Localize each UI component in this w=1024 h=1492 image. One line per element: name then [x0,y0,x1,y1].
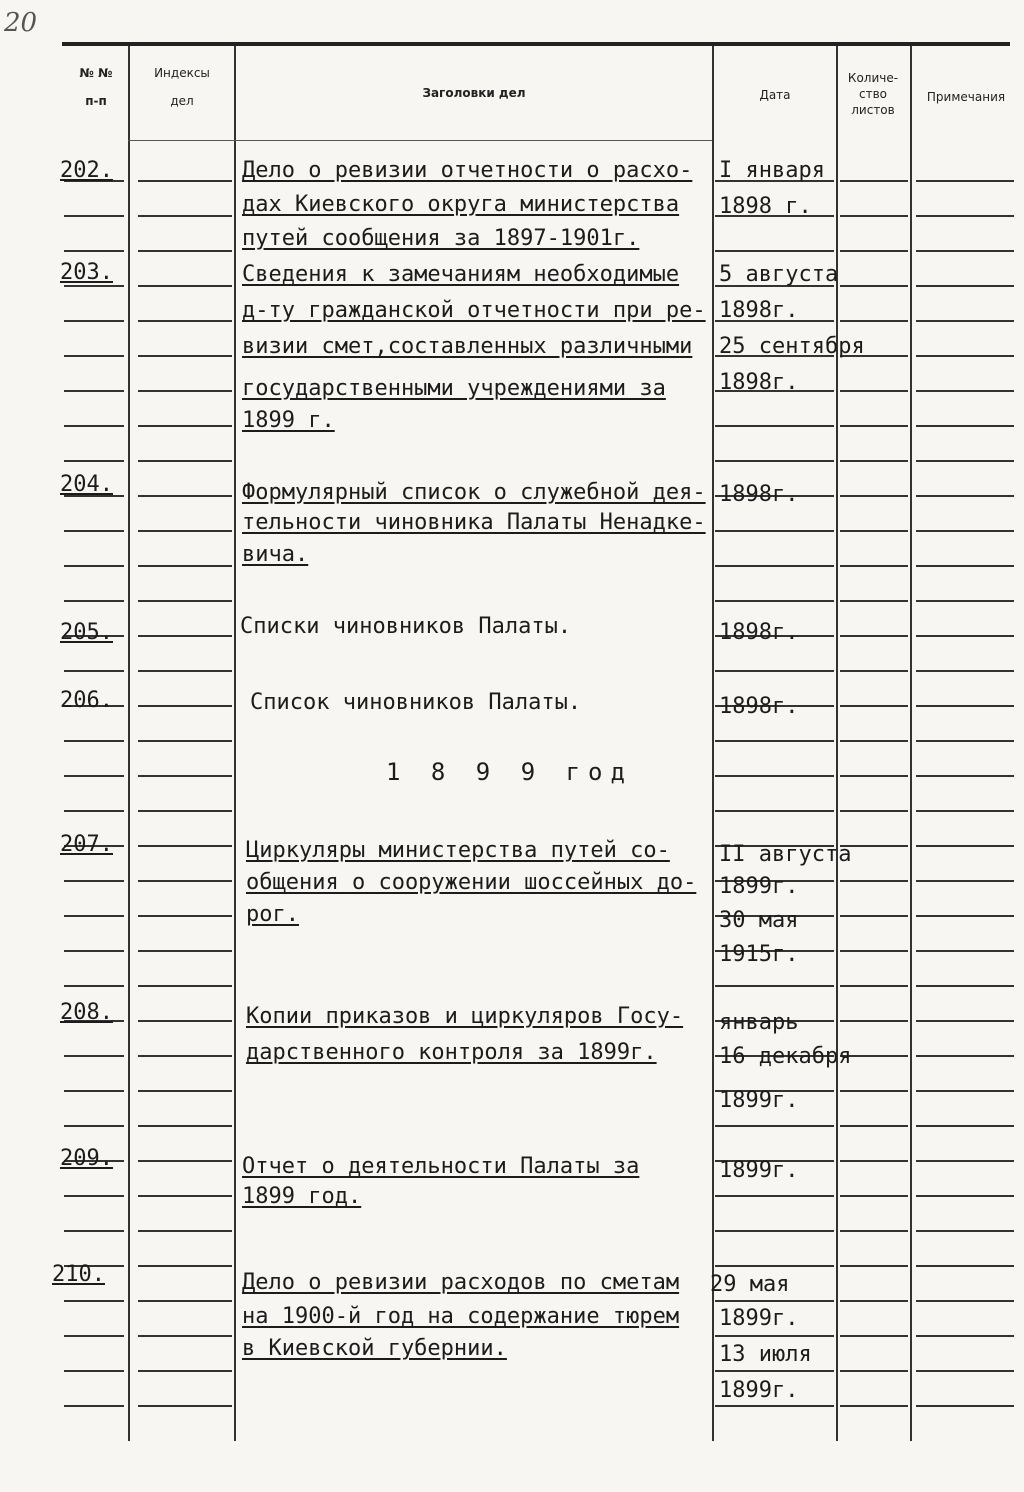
row-rule [715,985,834,987]
header-titles [236,84,712,102]
row-rule [64,1370,124,1372]
row-rule [64,530,124,532]
row-rule [715,740,834,742]
entry-title-line: Дело о ревизии отчетности о расхо- [242,158,693,183]
row-rule [64,320,124,322]
row-rule [715,425,834,427]
entry-date-line: 1899г. [719,1378,799,1403]
row-rule [138,1055,232,1057]
row-rule [138,670,232,672]
row-rule [840,390,908,392]
entry-title-line: Циркуляры министерства путей со- [246,838,670,863]
row-rule [138,880,232,882]
row-rule [138,215,232,217]
row-rule [64,1230,124,1232]
row-rule [138,320,232,322]
row-rule [840,320,908,322]
entry-date-line: 1898г. [719,694,799,719]
row-rule [715,1195,834,1197]
row-rule [840,670,908,672]
row-rule [840,1195,908,1197]
entry-number: 209. [60,1146,113,1171]
row-rule [138,810,232,812]
entry-date-line: 1898г. [719,620,799,645]
row-rule [840,950,908,952]
row-rule [840,1300,908,1302]
entry-number: 205. [60,620,113,645]
row-rule [64,285,124,287]
row-rule [138,425,232,427]
row-rule [64,355,124,357]
row-rule [138,1020,232,1022]
entry-date-line: 1899г. [719,1158,799,1183]
row-rule [138,740,232,742]
row-rule [916,355,1014,357]
row-rule [916,985,1014,987]
row-rule [138,775,232,777]
row-rule [916,1335,1014,1337]
row-rule [64,915,124,917]
row-rule [64,1195,124,1197]
entry-date-line: 16 декабря [719,1044,852,1069]
row-rule [916,740,1014,742]
row-rule [138,845,232,847]
row-rule [715,1125,834,1127]
row-rule [916,530,1014,532]
row-rule [64,670,124,672]
row-rule [64,950,124,952]
row-rule [916,845,1014,847]
row-rule [64,1090,124,1092]
entry-title-line: Сведения к замечаниям необходимые [242,262,680,287]
row-rule [840,810,908,812]
row-rule [916,1125,1014,1127]
row-rule [840,1160,908,1162]
row-rule [916,495,1014,497]
row-rule [138,1335,232,1337]
entry-date-line: январь [719,1010,799,1035]
row-rule [840,1405,908,1407]
row-rule [138,285,232,287]
row-rule [840,460,908,462]
row-rule [138,635,232,637]
header-count-line: Количе- [847,71,899,85]
row-rule [64,1055,124,1057]
row-rule [138,530,232,532]
row-rule [916,1055,1014,1057]
row-rule [715,1300,834,1302]
row-rule [715,250,834,252]
row-rule [64,985,124,987]
row-rule [138,950,232,952]
entry-date-line: 1898г. [719,298,799,323]
entry-date-line: 25 сентября [719,334,865,359]
entry-title-line: дарственного контроля за 1899г. [246,1040,657,1065]
row-rule [715,600,834,602]
row-rule [64,460,124,462]
entry-title-line: рог. [246,902,299,927]
header-indexes [130,64,234,110]
header-num-line: п-п [85,94,107,108]
header-count [836,70,910,118]
entry-date-line: 5 августа [719,262,839,287]
header-notes [910,88,1022,106]
row-rule [840,425,908,427]
row-rule [840,180,908,182]
entry-date-line: 1899г. [719,1306,799,1331]
row-rule [840,1335,908,1337]
entry-date-line: II августа [719,842,852,867]
header-num [64,64,128,110]
column-divider [836,46,838,1441]
row-rule [916,460,1014,462]
row-rule [916,390,1014,392]
header-notes-text: Примечания [926,90,1006,104]
row-rule [916,1195,1014,1197]
header-indexes-line: Индексы [154,66,210,80]
row-rule [138,390,232,392]
row-rule [64,425,124,427]
row-rule [916,320,1014,322]
entry-date-line: 13 июля [719,1342,812,1367]
row-rule [138,1125,232,1127]
entry-number: 210. [52,1262,105,1287]
row-rule [138,495,232,497]
row-rule [138,1405,232,1407]
row-rule [840,215,908,217]
row-rule [916,285,1014,287]
row-rule [840,740,908,742]
row-rule [64,1125,124,1127]
row-rule [715,565,834,567]
entry-title-line: общения о сооружении шоссейных до- [246,870,697,895]
row-rule [916,215,1014,217]
row-rule [916,180,1014,182]
entry-number: 207. [60,832,113,857]
row-rule [138,355,232,357]
row-rule [840,635,908,637]
row-rule [138,1300,232,1302]
row-rule [840,1020,908,1022]
entry-title-line: 1899 год. [242,1184,362,1209]
table-top-border [62,42,1010,46]
row-rule [138,705,232,707]
row-rule [840,1230,908,1232]
row-rule [715,775,834,777]
year-heading: 1 8 9 9 год [386,758,633,786]
entry-title-line: 1899 г. [242,408,335,433]
header-count-line: листов [851,103,895,117]
column-divider [712,46,714,1441]
row-rule [916,1265,1014,1267]
entry-date-line: 1898г. [719,370,799,395]
entry-title-line: Отчет о деятельности Палаты за [242,1154,640,1179]
row-rule [840,1090,908,1092]
row-rule [916,810,1014,812]
entry-title-line: визии смет,составленных различными [242,334,693,359]
row-rule [715,1230,834,1232]
entry-title-line: на 1900-й год на содержание тюрем [242,1304,680,1329]
column-divider [128,46,130,1441]
row-rule [840,1125,908,1127]
row-rule [64,1335,124,1337]
row-rule [916,1090,1014,1092]
column-divider [910,46,912,1441]
row-rule [64,390,124,392]
column-divider [234,46,236,1441]
row-rule [840,250,908,252]
row-rule [138,1265,232,1267]
entry-title-line: Список чиновников Палаты. [250,690,582,715]
row-rule [715,460,834,462]
row-rule [840,530,908,532]
entry-number: 208. [60,1000,113,1025]
entry-title-line: путей сообщения за 1897-1901г. [242,226,640,251]
entry-title-line: вича. [242,542,309,567]
row-rule [138,1230,232,1232]
row-rule [64,1300,124,1302]
entry-date-line: 1915г. [719,942,799,967]
row-rule [916,1405,1014,1407]
entry-date-line: 1898г. [719,482,799,507]
row-rule [64,775,124,777]
row-rule [840,775,908,777]
entry-title-line: в Киевской губернии. [242,1336,507,1361]
row-rule [64,215,124,217]
row-rule [64,810,124,812]
row-rule [916,705,1014,707]
row-rule [840,600,908,602]
header-date-text: Дата [759,88,791,102]
row-rule [840,285,908,287]
header-indexes-line: дел [170,94,194,108]
row-rule [138,180,232,182]
entry-date-line: 29 мая [710,1272,790,1297]
entry-date-line: 1898 г. [719,194,812,219]
header-count-line: ство [858,87,887,101]
row-rule [840,1370,908,1372]
entry-date-line: I января [719,158,825,183]
entry-title-line: д-ту гражданской отчетности при ре- [242,298,706,323]
entry-title-line: дах Киевского округа министерства [242,192,680,217]
row-rule [64,740,124,742]
row-rule [715,810,834,812]
row-rule [138,250,232,252]
row-rule [916,915,1014,917]
row-rule [916,1230,1014,1232]
row-rule [138,1370,232,1372]
row-rule [840,1265,908,1267]
entry-title-line: Формулярный список о служебной дея- [242,480,706,505]
row-rule [916,880,1014,882]
row-rule [840,495,908,497]
entry-number: 206. [60,688,113,713]
row-rule [64,1405,124,1407]
row-rule [64,565,124,567]
entry-title-line: тельности чиновника Палаты Ненадке- [242,510,706,535]
row-rule [64,600,124,602]
page-number: 20 [4,8,38,38]
row-rule [138,600,232,602]
row-rule [916,635,1014,637]
row-rule [138,1160,232,1162]
entry-date-line: 1899г. [719,874,799,899]
row-rule [840,915,908,917]
header-separator [128,140,712,141]
row-rule [916,1160,1014,1162]
row-rule [916,950,1014,952]
row-rule [715,530,834,532]
row-rule [64,880,124,882]
row-rule [138,1090,232,1092]
row-rule [916,1370,1014,1372]
entry-number: 202. [60,158,113,183]
row-rule [840,880,908,882]
row-rule [916,250,1014,252]
row-rule [916,565,1014,567]
row-rule [840,565,908,567]
row-rule [916,670,1014,672]
row-rule [715,1370,834,1372]
row-rule [916,775,1014,777]
entry-title-line: Дело о ревизии расходов по сметам [242,1270,680,1295]
row-rule [138,1195,232,1197]
entry-date-line: 1899г. [719,1088,799,1113]
entry-title-line: Списки чиновников Палаты. [240,614,572,639]
row-rule [916,600,1014,602]
entry-title-line: государственными учреждениями за [242,376,666,401]
row-rule [64,250,124,252]
entry-number: 203. [60,260,113,285]
row-rule [715,670,834,672]
row-rule [138,460,232,462]
row-rule [840,705,908,707]
entry-date-line: 30 мая [719,908,799,933]
row-rule [840,985,908,987]
row-rule [138,915,232,917]
row-rule [916,1300,1014,1302]
row-rule [138,565,232,567]
entry-number: 204. [60,472,113,497]
entry-title-line: Копии приказов и циркуляров Госу- [246,1004,684,1029]
header-num-line: № № [79,66,113,80]
header-date [714,86,836,104]
row-rule [715,1405,834,1407]
row-rule [916,1020,1014,1022]
row-rule [138,985,232,987]
row-rule [715,1265,834,1267]
row-rule [916,425,1014,427]
header-titles-text: Заголовки дел [422,86,526,100]
row-rule [715,1335,834,1337]
